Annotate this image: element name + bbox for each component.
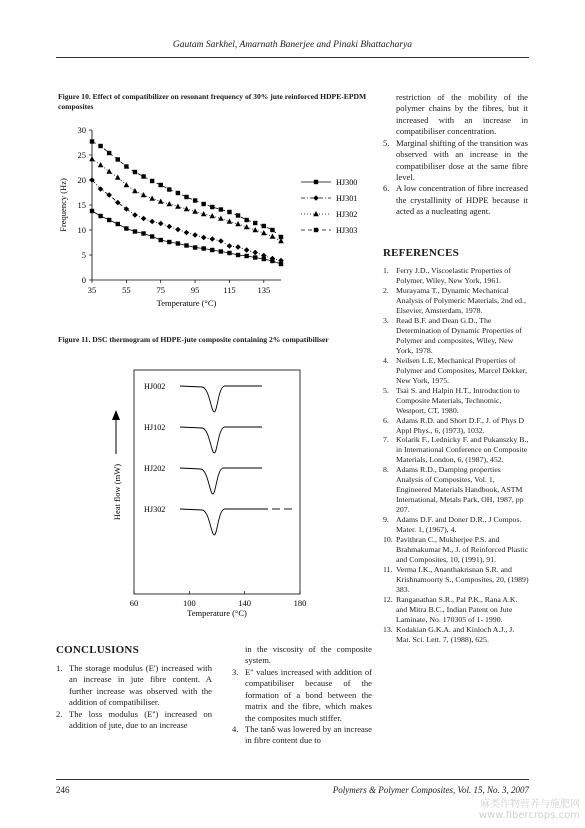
figure-10-caption	[58, 92, 368, 112]
series-label: HJ202	[144, 464, 166, 473]
reference-number: 6.	[383, 415, 389, 425]
data-point	[158, 221, 164, 227]
x-tick-label: 75	[156, 285, 165, 295]
data-point	[159, 183, 163, 187]
reference-item	[383, 286, 529, 316]
conclusion-item-continued: restriction of the mobility of the polymer chains by the fibres, but it increased with an increase in compatibiliser concentration.	[396, 92, 528, 137]
data-point	[193, 198, 197, 202]
data-point	[235, 221, 241, 226]
page-number: 246	[56, 785, 70, 795]
reference-text: Tsai S. and Halpin H.T., Introduction to Composite Materials, Technomic, Westport, CT, 1980.	[396, 385, 520, 415]
watermark	[455, 795, 580, 821]
data-point	[132, 188, 138, 193]
reference-number: 8.	[383, 465, 389, 475]
series-HJ300	[90, 209, 283, 266]
watermark-line-2: www.fibercrops.com	[478, 810, 580, 821]
data-point	[313, 211, 319, 216]
conclusion-item-4: 4. The tanδ was lowered by an increase in fibre content due to	[232, 723, 372, 746]
series-curve	[180, 509, 268, 535]
data-point	[193, 245, 197, 249]
series-HJ002	[144, 382, 262, 412]
y-tick-label: 5	[81, 250, 86, 260]
data-point	[158, 199, 164, 204]
conclusion-item-2-text: The loss modulus (E'') increased on addition of jute, due to an increase	[69, 708, 212, 731]
figure-11-label: Figure 11.	[58, 335, 91, 344]
data-point	[244, 224, 250, 229]
reference-item	[383, 625, 529, 645]
data-point	[133, 229, 137, 233]
y-axis-label: Heat flow (mW)	[112, 463, 122, 521]
data-point	[201, 246, 205, 250]
reference-text: Verma I.K., Ananthakrisnan S.R. and Krishnamoorty S., Composites, 20, (1989) 383.	[396, 565, 529, 594]
data-point	[159, 238, 163, 242]
data-point	[90, 139, 94, 143]
reference-item	[383, 316, 529, 356]
reference-item	[383, 515, 529, 535]
x-axis-label: Temperature (°C)	[187, 608, 247, 618]
data-point	[107, 151, 111, 155]
data-point	[98, 162, 104, 167]
watermark-line-1: 麻类作物营养与施肥网	[480, 799, 580, 810]
x-tick-label: 115	[223, 285, 236, 295]
data-point	[132, 212, 138, 218]
data-point	[279, 235, 283, 239]
data-point	[192, 209, 198, 214]
reference-number: 5.	[383, 385, 389, 395]
reference-number: 9.	[383, 515, 389, 525]
legend-label: HJ303	[336, 226, 358, 235]
data-point	[313, 195, 319, 201]
data-point	[219, 207, 223, 211]
data-point	[149, 219, 155, 225]
x-tick-label: 100	[182, 598, 196, 608]
data-point	[176, 241, 180, 245]
data-point	[89, 156, 95, 161]
series-curve	[180, 427, 262, 453]
data-point	[227, 243, 233, 249]
data-point	[314, 228, 318, 232]
data-point	[184, 206, 190, 211]
reference-text: Pavithran C., Mukherjee P.S. and Brahmakumar M., J. of Reinforced Plastic and Composites, 10, (1991), 91.	[396, 535, 529, 565]
conclusion-item-2: 2. The loss modulus (E'') increased on addition of jute, due to an increase	[56, 708, 212, 731]
x-tick-label: 60	[129, 598, 139, 608]
data-point	[192, 232, 198, 238]
reference-item	[383, 535, 529, 565]
y-axis-label: Frequency (Hz)	[58, 178, 68, 232]
data-point	[167, 187, 171, 191]
series-HJ102	[144, 423, 262, 453]
conclusion-item-2-continued: in the viscosity of the composite system.	[245, 644, 372, 666]
series-line	[92, 142, 281, 238]
reference-text: Neilsen L.E, Mechanical Properties of Polymer and Composites, Marcel Dekker, New York, 1975.	[396, 355, 527, 385]
series-label: HJ102	[144, 423, 166, 432]
data-point	[184, 195, 188, 199]
x-tick-label: 180	[293, 598, 307, 608]
y-tick-label: 15	[77, 200, 86, 210]
data-point	[124, 226, 128, 230]
data-point	[262, 224, 266, 228]
series-line	[92, 159, 281, 241]
conclusions-heading: CONCLUSIONS	[56, 644, 139, 656]
conclusion-item-5: 5. Marginal shifting of the transition was observed with an increase in the compatibiliser dose at the same fibre level.	[383, 137, 528, 182]
data-point	[175, 204, 181, 209]
data-point	[252, 250, 258, 256]
legend-label: HJ301	[336, 194, 358, 203]
data-point	[314, 180, 318, 184]
reference-number: 1.	[383, 266, 389, 275]
reference-number: 3.	[383, 315, 389, 325]
figure-11-chart	[100, 362, 330, 622]
data-point	[141, 192, 147, 197]
y-tick-label: 25	[77, 150, 86, 160]
data-point	[184, 243, 188, 247]
data-point	[270, 228, 274, 232]
figure-11-caption-text: DSC thermogram of HDPE-jute composite containing 2% compatibiliser	[92, 335, 329, 344]
x-tick-label: 140	[238, 598, 252, 608]
conclusions-col-1	[56, 663, 212, 732]
data-point	[115, 175, 121, 180]
reference-item	[383, 416, 529, 436]
references-list	[383, 266, 529, 645]
y-tick-label: 10	[77, 225, 86, 235]
data-point	[116, 157, 120, 161]
data-point	[150, 234, 154, 238]
series-HJ301	[89, 177, 284, 263]
data-point	[209, 213, 215, 218]
y-tick-label: 30	[77, 125, 86, 135]
data-point	[141, 231, 145, 235]
reference-item	[383, 356, 529, 386]
reference-number: 11.	[383, 565, 393, 575]
x-tick-label: 55	[122, 285, 131, 295]
footer-rule	[56, 779, 529, 780]
data-point	[167, 201, 173, 206]
legend-label: HJ300	[336, 178, 358, 187]
data-point	[253, 221, 257, 225]
data-point	[184, 230, 190, 236]
data-point	[235, 244, 241, 250]
reference-text: Kodakian G.K.A. and Kinloch A.J., J. Mat. Sci. Lett. 7, (1988), 625.	[396, 624, 515, 644]
reference-text: Ferry J.D., Viscoelastic Properties of Polymer, Wiley, New York, 1961.	[396, 266, 511, 285]
data-point	[141, 174, 145, 178]
data-point	[244, 254, 248, 258]
data-point	[210, 205, 214, 209]
journal-citation: Polymers & Polymer Composites, Vol. 15, No. 3, 2007	[332, 785, 529, 795]
data-point	[116, 222, 120, 226]
arrow-up-icon	[112, 410, 120, 420]
x-tick-label: 35	[87, 285, 97, 295]
legend-label: HJ302	[336, 210, 358, 219]
data-point	[219, 249, 223, 253]
series-label: HJ002	[144, 382, 166, 391]
reference-text: Adams R.D., Damping properties Analysis of Composites, Vol. 1, Engineered Materials Handbook, ASTM International, Metals Park, OH, 1987, pp 207.	[396, 465, 524, 515]
reference-number: 10.	[383, 535, 393, 545]
reference-text: Adams D.F. and Doner D.R., J Compos. Mater. 1, (1967), 4.	[396, 515, 522, 535]
reference-text: Ranganathan S.R., Pal P.K., Rana A.K. and Mitra B.C., Indian Patent on Jute Laminate, No. 170305 of 1- 1990.	[396, 594, 518, 624]
data-point	[124, 164, 128, 168]
data-point	[107, 218, 111, 222]
series-line	[92, 180, 281, 261]
data-point	[227, 219, 233, 224]
data-point	[209, 236, 215, 242]
data-point	[167, 224, 173, 230]
data-point	[201, 202, 205, 206]
reference-item	[383, 595, 529, 625]
data-point	[175, 227, 181, 233]
x-axis-label: Temperature (°C)	[156, 298, 217, 308]
reference-number: 13.	[383, 624, 393, 634]
data-point	[124, 182, 130, 187]
data-point	[244, 218, 248, 222]
data-point	[133, 170, 137, 174]
reference-number: 2.	[383, 285, 389, 295]
series-HJ302	[144, 505, 292, 535]
data-point	[98, 144, 102, 148]
conclusions-col-2	[232, 644, 372, 747]
reference-item	[383, 565, 529, 595]
data-point	[253, 255, 257, 259]
running-header-authors: Gautam Sarkhel, Amarnath Banerjee and Pinaki Bhattacharya	[172, 40, 413, 50]
conclusion-item-3: 3. E'' values increased with addition of compatibiliser because of the formation of a bond between the matrix and the fibre, which makes the composites much stiffer.	[232, 666, 372, 723]
figure-10-caption-text: Effect of compatibilizer on resonant frequency of 30% jute reinforced HDPE-EPDM composites	[58, 92, 367, 111]
data-point	[236, 213, 240, 217]
data-point	[106, 192, 112, 198]
data-point	[98, 214, 102, 218]
series-label: HJ302	[144, 505, 166, 514]
data-point	[227, 210, 231, 214]
reference-item	[383, 465, 529, 515]
data-point	[176, 191, 180, 195]
conclusion-item-6: 6. A low concentration of fibre increased the crystallinity of HDPE because it acted as a nucleating agent.	[383, 183, 528, 217]
x-tick-label: 135	[257, 285, 271, 295]
figure-10-chart	[56, 118, 376, 318]
data-point	[90, 209, 94, 213]
data-point	[167, 240, 171, 244]
reference-text: Murayama T., Dynamic Mechanical Analysis of Polymeric Materials, 2nd ed., Elsevier, Amsterdam, 1978.	[396, 285, 526, 315]
data-point	[201, 235, 207, 241]
data-point	[227, 251, 231, 255]
reference-number: 4.	[383, 355, 389, 365]
conclusion-item-1: 1. The storage modulus (E') increased with an increase in jute fibre content. A further increase was observed with the addition of compatibiliser.	[56, 663, 212, 708]
reference-item	[383, 266, 529, 286]
y-tick-label: 20	[77, 175, 86, 185]
references-heading: REFERENCES	[383, 247, 459, 259]
reference-text: Kolarik F., Lednicky F. and Pukanszky B., in International Conference on Composite Materials, London, 6, (1987), 452.	[396, 435, 529, 465]
data-point	[252, 227, 258, 232]
figure-10-label: Figure 10.	[58, 92, 91, 101]
data-point	[150, 179, 154, 183]
reference-text: Adams R.D. and Short D.F., J. of Phys D Appl Phys., 6, (1973), 1032.	[396, 415, 525, 435]
reference-text: Read B.F. and Dean G.D., The Determination of Dynamic Properties of Polymer and composites, Wiley, New York, 1978.	[396, 315, 523, 355]
reference-item	[383, 435, 529, 465]
data-point	[236, 253, 240, 257]
x-tick-label: 95	[190, 285, 200, 295]
reference-number: 7.	[383, 435, 389, 445]
data-point	[270, 234, 276, 239]
series-curve	[180, 386, 262, 412]
reference-number: 12.	[383, 594, 393, 604]
data-point	[244, 247, 250, 253]
data-point	[261, 230, 267, 235]
data-point	[210, 248, 214, 252]
series-line	[92, 211, 281, 264]
header-rule	[56, 57, 529, 58]
data-point	[218, 238, 224, 244]
series-HJ202	[144, 464, 262, 494]
series-curve	[180, 468, 262, 494]
y-tick-label: 0	[81, 275, 86, 285]
data-point	[106, 169, 112, 174]
data-point	[149, 196, 155, 201]
reference-item	[383, 386, 529, 416]
right-column-conclusions	[383, 92, 528, 218]
figure-11-caption	[58, 335, 368, 345]
data-point	[201, 211, 207, 216]
data-point	[141, 216, 147, 222]
